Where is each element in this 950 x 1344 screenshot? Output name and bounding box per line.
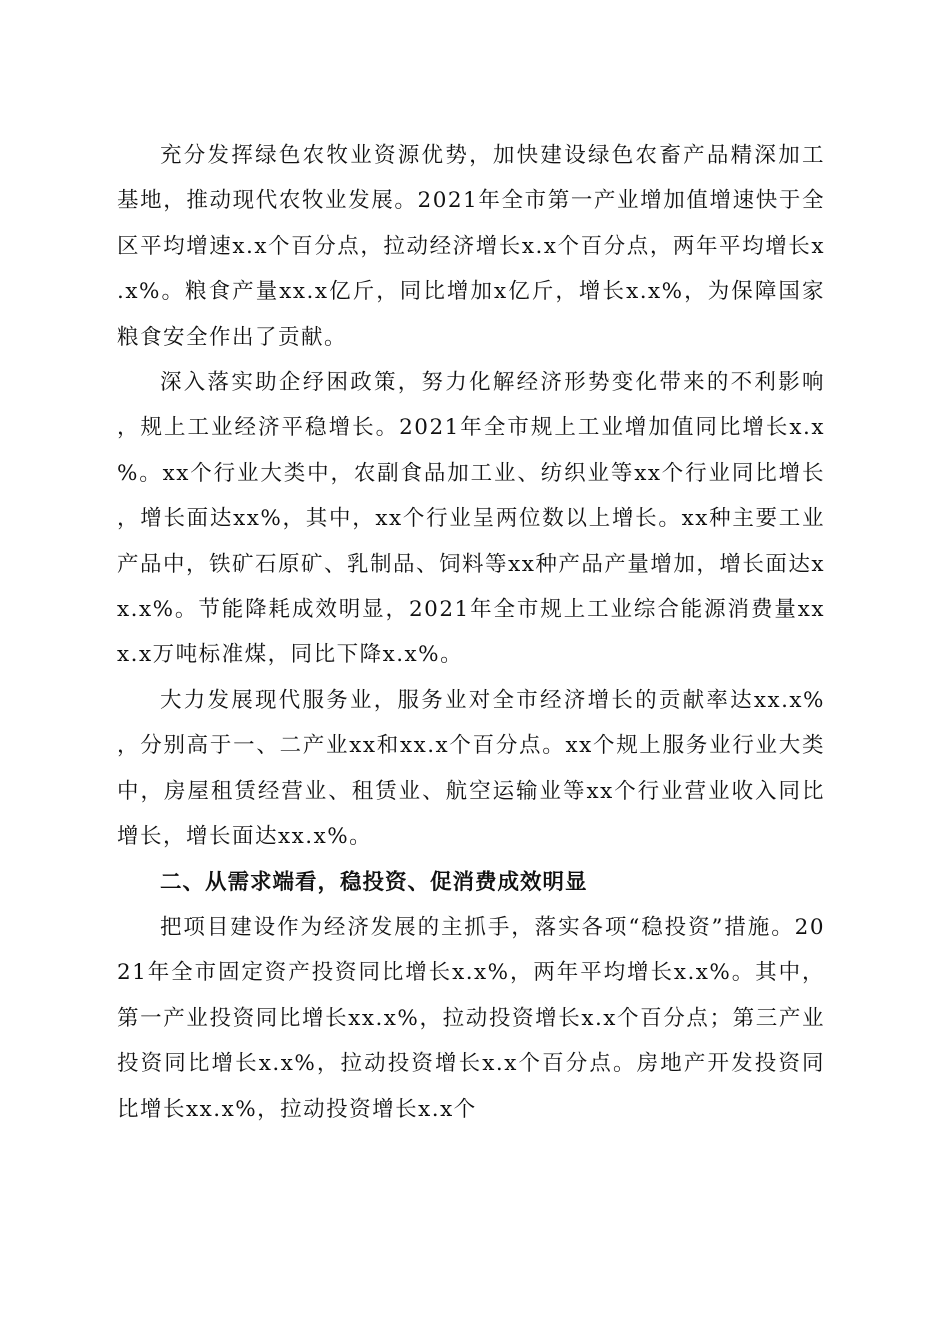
paragraph-investment: 把项目建设作为经济发展的主抓手，落实各项“稳投资”措施。2021年全市固定资产投资同比增长x.x%，两年平均增长x.x%。其中，第一产业投资同比增长xx.x%，拉动投资增长x.x个百分点；第三产业投资同比增长x.x%，拉动投资增长x.x个百分点。房地产开发投资同比增长xx.x%，拉动投资增长x.x个 — [117, 914, 825, 1122]
paragraph-agriculture: 充分发挥绿色农牧业资源优势，加快建设绿色农畜产品精深加工基地，推动现代农牧业发展。2021年全市第一产业增加值增速快于全区平均增速x.x个百分点，拉动经济增长x.x个百分点，两年平均增长x.x%。粮食产量xx.x亿斤，同比增加x亿斤，增长x.x%，为保障国家粮食安全作出了贡献。 — [117, 143, 825, 350]
paragraph-services: 大力发展现代服务业，服务业对全市经济增长的贡献率达xx.x%，分别高于一、二产业xx和xx.x个百分点。xx个规上服务业行业大类中，房屋租赁经营业、租赁业、航空运输业等xx个行业营业收入同比增长，增长面达xx.x%。 — [117, 687, 825, 850]
section-heading: 二、从需求端看，稳投资、促消费成效明显 — [160, 869, 588, 895]
paragraph-industry: 深入落实助企纾困政策，努力化解经济形势变化带来的不利影响，规上工业经济平稳增长。2021年全市规上工业增加值同比增长x.x%。xx个行业大类中，农副食品加工业、纺织业等xx个行业同比增长，增长面达xx%，其中，xx个行业呈两位数以上增长。xx种主要工业产品中，铁矿石原矿、乳制品、饲料等xx种产品产量增加，增长面达xx.x%。节能降耗成效明显，2021年全市规上工业综合能源消费量xxx.x万吨标准煤，同比下降x.x%。 — [117, 370, 825, 668]
document-body — [117, 133, 825, 1132]
